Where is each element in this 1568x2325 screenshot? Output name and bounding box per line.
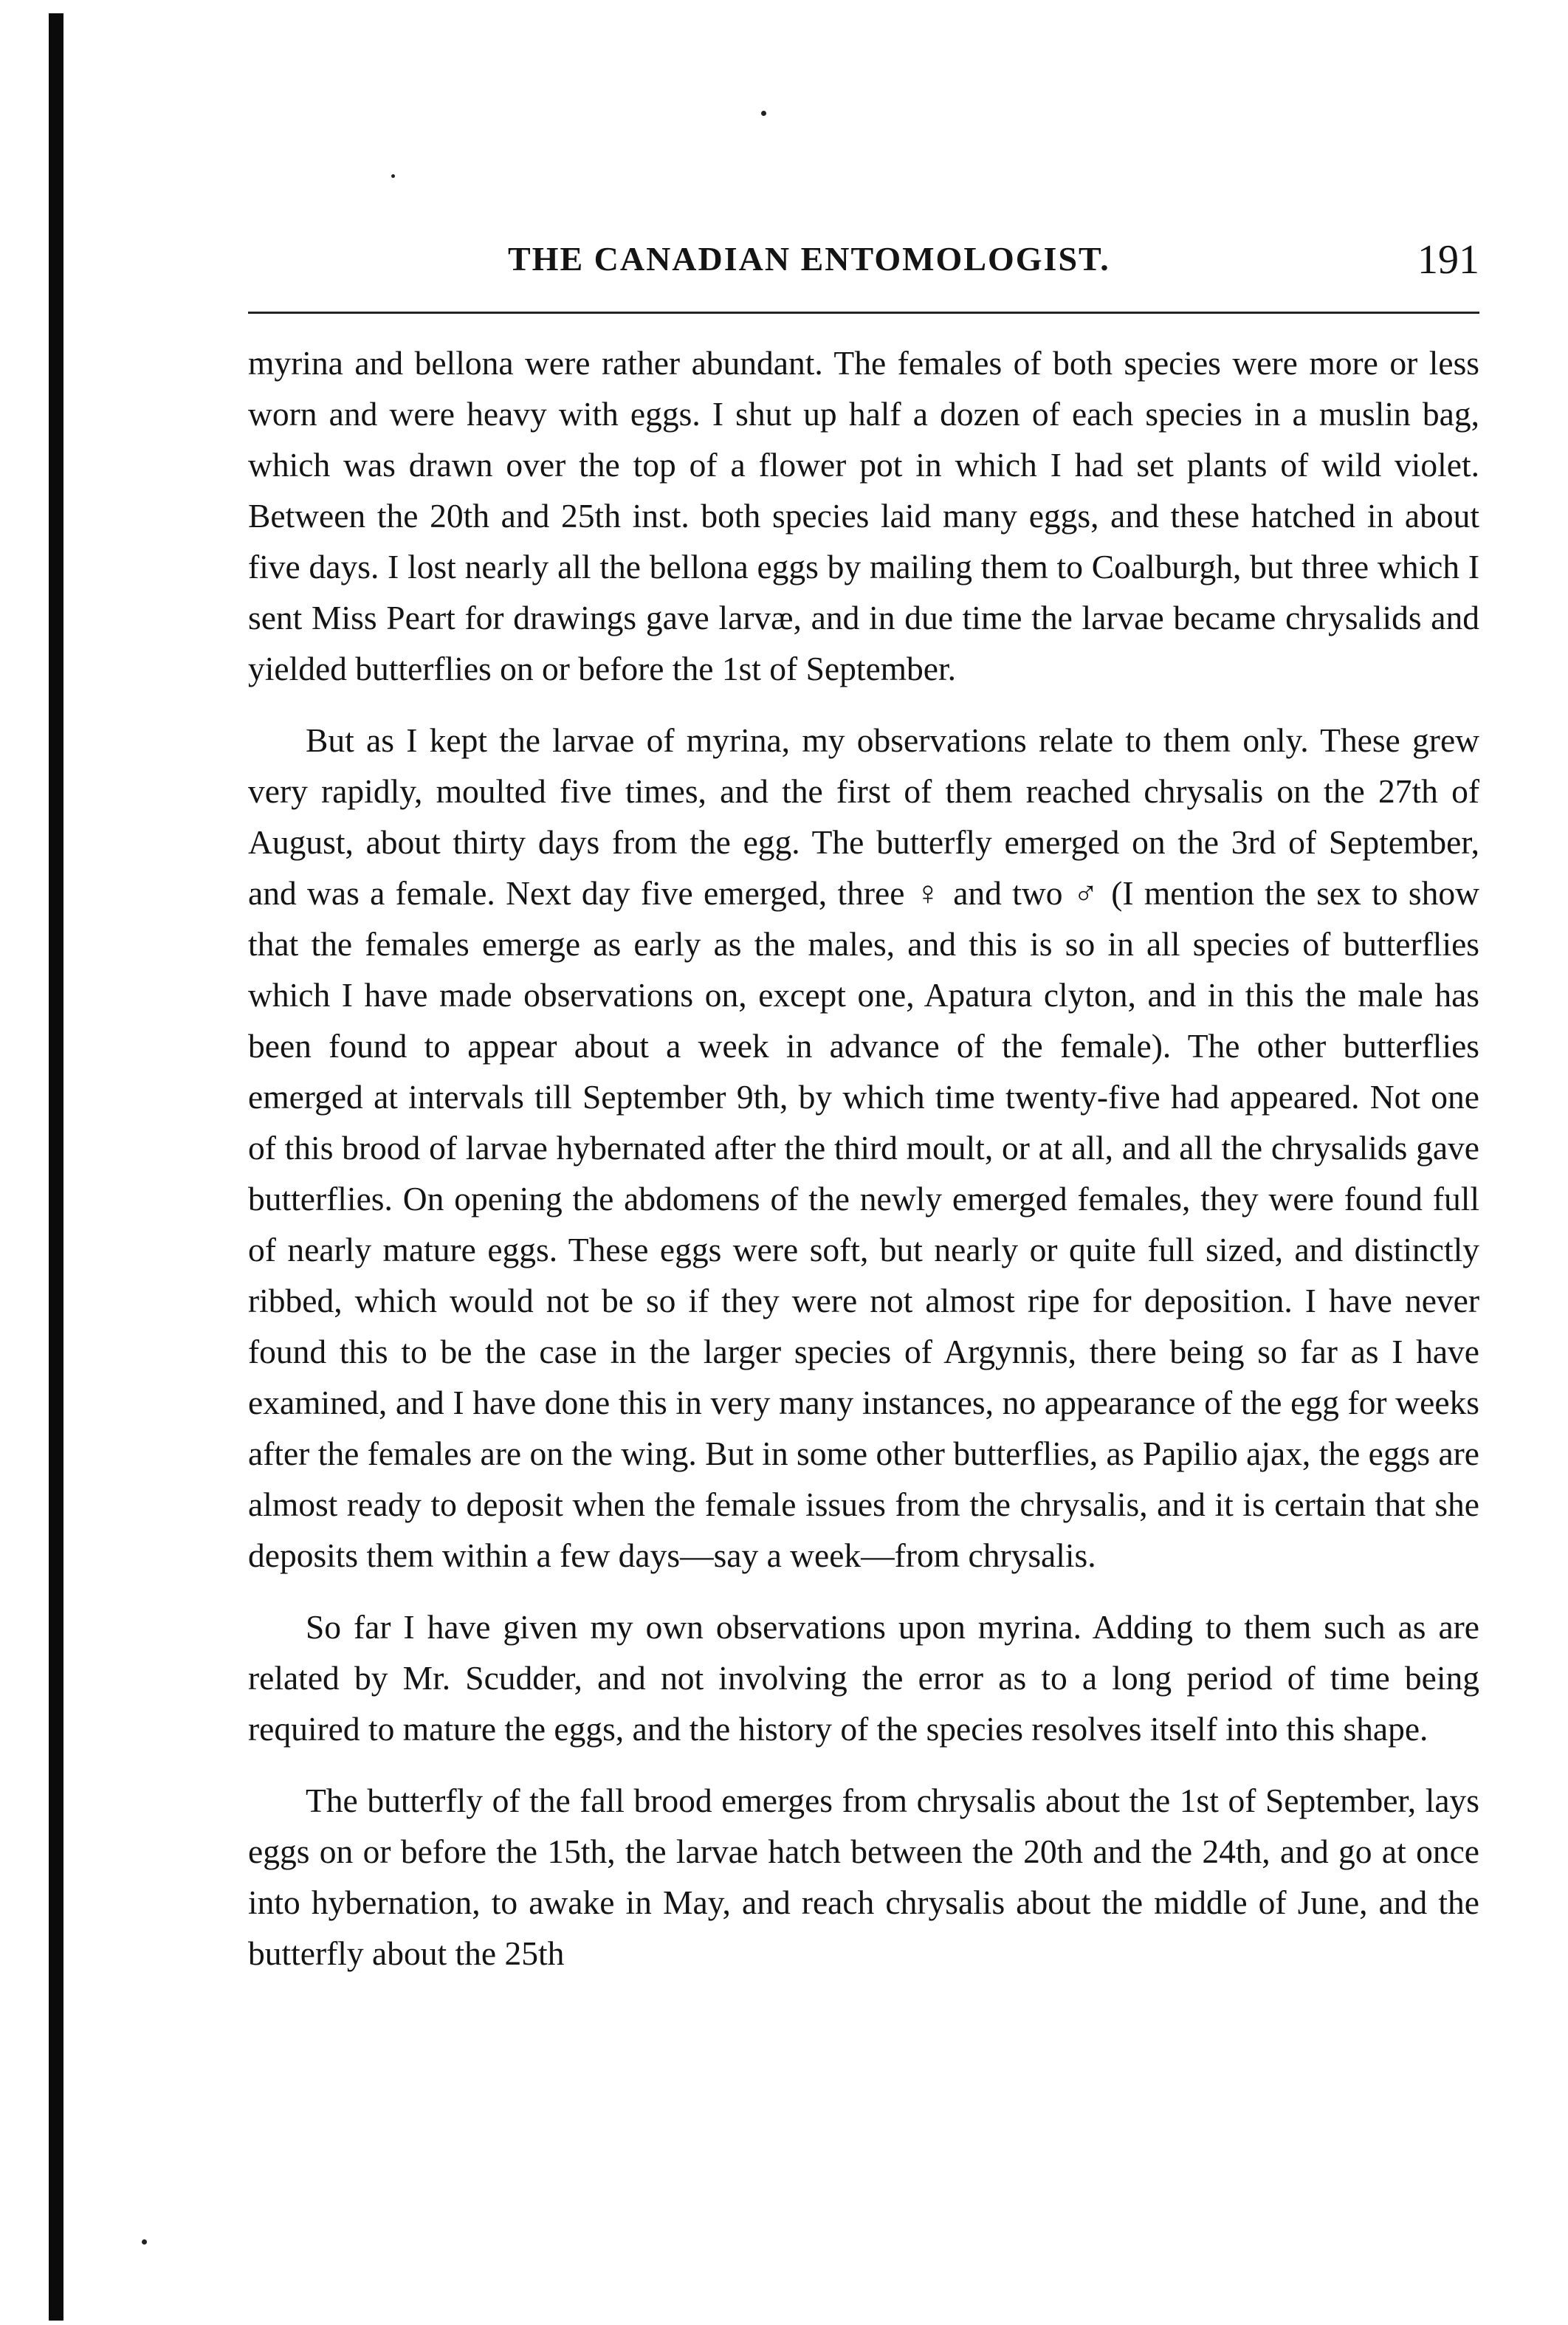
- page-number: 191: [1417, 237, 1479, 283]
- body-text: [248, 337, 1479, 1979]
- running-title: THE CANADIAN ENTOMOLOGIST.: [508, 240, 1110, 278]
- document-page: [248, 229, 1479, 1979]
- print-speck: [761, 111, 766, 116]
- running-head: [248, 229, 1479, 295]
- page-binding-edge: [49, 13, 63, 2321]
- print-speck: [142, 2239, 147, 2245]
- paragraph-4: The butterfly of the fall brood emerges from chrysalis about the 1st of September, lays eggs on or before the 15th, the larvae hatch between the 20th and the 24th, and go at once into hybernation, to awake in May, and reach chrysalis about the middle of June, and the butterfly about the 25th: [248, 1782, 1479, 1972]
- paragraph-3: So far I have given my own observations upon myrina. Adding to them such as are related by Mr. Scudder, and not involving the error as to a long period of time being required to mature the eggs, and the history of the species resolves itself into this shape.: [248, 1608, 1479, 1748]
- paragraph-2: But as I kept the larvae of myrina, my observations relate to them only. These grew very rapidly, moulted five times, and the first of them reached chrysalis on the 27th of August, about thirty days from the egg. The butterfly emerged on the 3rd of September, and was a female. Next day five emerged, three ♀ and two ♂ (I mention the sex to show that the females emerge as early as the males, and this is so in all species of butterflies which I have made observations on, except one, Apatura clyton, and in this the male has been found to appear about a week in advance of the female). The other butterflies emerged at intervals till September 9th, by which time twenty-five had appeared. Not one of this brood of larvae hybernated after the third moult, or at all, and all the chrysalids gave butterflies. On opening the abdomens of the newly emerged females, they were found full of nearly mature eggs. These eggs were soft, but nearly or quite full sized, and distinctly ribbed, which would not be so if they were not almost ripe for deposition. I have never found this to be the case in the larger species of Argynnis, there being so far as I have examined, and I have done this in very many instances, no appearance of the egg for weeks after the females are on the wing. But in some other butterflies, as Papilio ajax, the eggs are almost ready to deposit when the female issues from the chrysalis, and it is certain that she deposits them within a few days—say a week—from chrysalis.: [248, 721, 1479, 1574]
- header-rule: [248, 312, 1479, 314]
- paragraph-1: myrina and bellona were rather abundant. The females of both species were more or less worn and were heavy with eggs. I shut up half a dozen of each species in a muslin bag, which was drawn over the top of a flower pot in which I had set plants of wild violet. Between the 20th and 25th inst. both species laid many eggs, and these hatched in about five days. I lost nearly all the bellona eggs by mailing them to Coalburgh, but three which I sent Miss Peart for drawings gave larvæ, and in due time the larvae became chrysalids and yielded butterflies on or before the 1st of September.: [248, 344, 1479, 687]
- print-speck: [391, 174, 395, 178]
